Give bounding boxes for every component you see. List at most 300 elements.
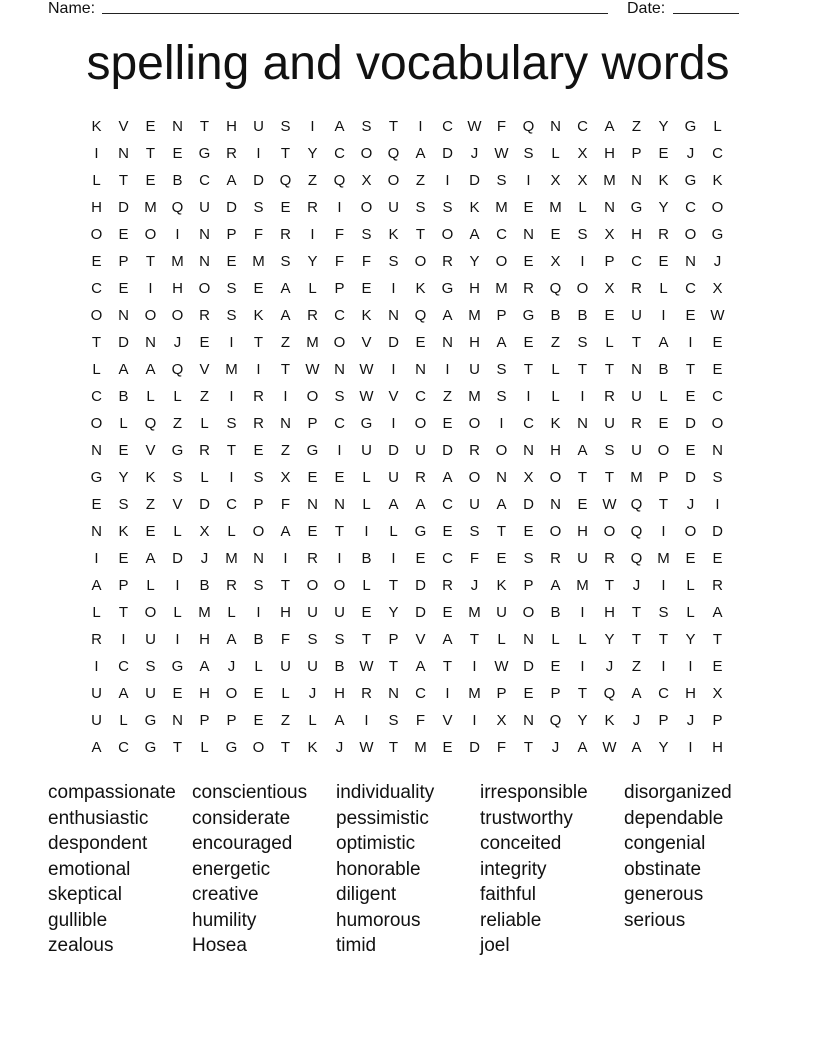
grid-letter: T bbox=[118, 604, 129, 621]
grid-letter: O bbox=[711, 415, 724, 432]
grid-letter: N bbox=[91, 442, 102, 459]
grid-letter: P bbox=[631, 145, 642, 162]
grid-letter: I bbox=[688, 658, 693, 675]
grid-letter: J bbox=[335, 739, 344, 756]
grid-letter: K bbox=[91, 118, 102, 135]
grid-letter: N bbox=[118, 145, 129, 162]
grid-letter: H bbox=[334, 685, 345, 702]
grid-letter: U bbox=[91, 712, 102, 729]
grid-letter: I bbox=[499, 415, 504, 432]
word-column bbox=[480, 780, 624, 959]
grid-letter: I bbox=[661, 658, 666, 675]
word-list-item: trustworthy bbox=[480, 807, 573, 829]
word-list-item: joel bbox=[480, 935, 510, 956]
grid-letter: U bbox=[496, 604, 507, 621]
grid-letter: H bbox=[712, 739, 723, 756]
grid-letter: I bbox=[283, 550, 288, 567]
date-label: Date: bbox=[627, 0, 666, 17]
grid-letter: H bbox=[226, 118, 237, 135]
grid-letter: V bbox=[388, 388, 399, 405]
grid-letter: Y bbox=[658, 118, 669, 135]
grid-letter: I bbox=[472, 712, 477, 729]
grid-letter: U bbox=[604, 415, 615, 432]
grid-letter: T bbox=[604, 577, 615, 594]
grid-letter: U bbox=[415, 442, 426, 459]
grid-letter: D bbox=[253, 172, 264, 189]
grid-letter: K bbox=[712, 172, 723, 189]
grid-letter: G bbox=[522, 307, 535, 324]
grid-letter: R bbox=[307, 550, 318, 567]
grid-letter: I bbox=[526, 388, 531, 405]
grid-letter: N bbox=[712, 442, 723, 459]
word-list-item: disorganized bbox=[624, 782, 732, 803]
word-list-item: gullible bbox=[48, 909, 108, 931]
grid-letter: T bbox=[280, 145, 291, 162]
grid-letter: Z bbox=[199, 388, 210, 405]
grid-letter: Q bbox=[549, 712, 562, 729]
grid-letter: T bbox=[577, 685, 588, 702]
grid-letter: S bbox=[118, 496, 129, 513]
grid-letter: N bbox=[388, 307, 399, 324]
grid-letter: T bbox=[226, 442, 237, 459]
grid-letter: Y bbox=[118, 469, 129, 486]
grid-letter: L bbox=[119, 415, 128, 432]
grid-letter: A bbox=[118, 361, 129, 378]
grid-letter: A bbox=[712, 604, 723, 621]
word-list-item: encouraged bbox=[192, 833, 293, 854]
grid-letter: A bbox=[199, 658, 210, 675]
grid-letter: E bbox=[712, 550, 723, 567]
grid-letter: I bbox=[391, 361, 396, 378]
grid-letter: M bbox=[252, 253, 265, 270]
grid-letter: N bbox=[604, 199, 615, 216]
grid-letter: S bbox=[334, 388, 345, 405]
grid-letter: C bbox=[712, 388, 723, 405]
grid-letter: D bbox=[172, 550, 183, 567]
grid-letter: T bbox=[334, 523, 345, 540]
grid-letter: U bbox=[334, 604, 345, 621]
grid-letter: Y bbox=[604, 631, 615, 648]
grid-letter: S bbox=[469, 523, 480, 540]
grid-letter: Z bbox=[307, 172, 318, 189]
grid-letter: S bbox=[361, 118, 372, 135]
grid-letter: E bbox=[415, 334, 426, 351]
word-list-item: humorous bbox=[336, 909, 421, 931]
word-list-item: emotional bbox=[48, 858, 131, 880]
grid-letter: J bbox=[227, 658, 236, 675]
grid-letter: T bbox=[172, 739, 183, 756]
grid-letter: E bbox=[118, 226, 129, 243]
grid-letter: I bbox=[364, 523, 369, 540]
grid-letter: A bbox=[631, 739, 642, 756]
grid-letter: M bbox=[468, 604, 481, 621]
word-list-item: generous bbox=[624, 884, 704, 905]
grid-letter: R bbox=[631, 280, 642, 297]
grid-letter: G bbox=[144, 739, 157, 756]
grid-letter: R bbox=[226, 145, 237, 162]
grid-letter: O bbox=[468, 469, 481, 486]
grid-letter: R bbox=[226, 577, 237, 594]
grid-letter: K bbox=[469, 199, 480, 216]
grid-letter: G bbox=[225, 739, 238, 756]
word-list-item: conscientious bbox=[192, 782, 308, 803]
grid-letter: O bbox=[90, 226, 103, 243]
grid-letter: X bbox=[712, 685, 723, 702]
grid-letter: Q bbox=[279, 172, 292, 189]
grid-letter: M bbox=[468, 307, 481, 324]
name-blank-line bbox=[102, 13, 608, 14]
grid-letter: I bbox=[391, 280, 396, 297]
grid-letter: N bbox=[307, 496, 318, 513]
grid-letter: I bbox=[715, 496, 720, 513]
grid-letter: P bbox=[226, 712, 237, 729]
grid-letter: O bbox=[576, 280, 589, 297]
grid-letter: W bbox=[305, 361, 320, 378]
grid-letter: E bbox=[172, 145, 183, 162]
grid-letter: A bbox=[280, 307, 291, 324]
grid-letter: N bbox=[253, 550, 264, 567]
grid-letter: V bbox=[415, 631, 426, 648]
grid-letter: O bbox=[711, 199, 724, 216]
grid-letter: L bbox=[551, 361, 560, 378]
grid-letter: G bbox=[684, 118, 697, 135]
grid-letter: I bbox=[580, 658, 585, 675]
grid-letter: O bbox=[495, 442, 508, 459]
grid-letter: L bbox=[173, 523, 182, 540]
grid-letter: A bbox=[118, 685, 129, 702]
grid-letter: S bbox=[658, 604, 669, 621]
grid-letter: I bbox=[580, 604, 585, 621]
grid-letter: S bbox=[307, 631, 318, 648]
grid-letter: P bbox=[199, 712, 210, 729]
grid-letter: O bbox=[333, 334, 346, 351]
grid-letter: S bbox=[334, 631, 345, 648]
grid-letter: N bbox=[631, 172, 642, 189]
grid-letter: A bbox=[145, 361, 156, 378]
word-list-item: congenial bbox=[624, 833, 706, 854]
word-list-item: creative bbox=[192, 884, 259, 905]
grid-letter: Y bbox=[469, 253, 480, 270]
grid-letter: L bbox=[389, 523, 398, 540]
grid-letter: C bbox=[91, 388, 102, 405]
grid-letter: F bbox=[280, 496, 291, 513]
grid-letter: W bbox=[359, 361, 374, 378]
grid-letter: W bbox=[602, 496, 617, 513]
grid-letter: O bbox=[252, 523, 265, 540]
grid-letter: J bbox=[200, 550, 209, 567]
grid-letter: I bbox=[94, 550, 99, 567]
grid-letter: P bbox=[550, 685, 561, 702]
grid-letter: T bbox=[388, 658, 399, 675]
grid-letter: A bbox=[442, 631, 453, 648]
grid-letter: T bbox=[145, 145, 156, 162]
grid-letter: I bbox=[310, 118, 315, 135]
grid-letter: E bbox=[145, 523, 156, 540]
grid-letter: I bbox=[526, 172, 531, 189]
grid-letter: V bbox=[172, 496, 183, 513]
grid-letter: H bbox=[469, 280, 480, 297]
grid-letter: J bbox=[470, 577, 479, 594]
grid-letter: R bbox=[550, 550, 561, 567]
grid-letter: A bbox=[145, 550, 156, 567]
grid-letter: N bbox=[496, 469, 507, 486]
grid-letter: L bbox=[659, 388, 668, 405]
grid-letter: L bbox=[551, 145, 560, 162]
word-list-item: integrity bbox=[480, 858, 547, 880]
grid-letter: U bbox=[199, 199, 210, 216]
grid-letter: H bbox=[199, 631, 210, 648]
grid-letter: C bbox=[91, 280, 102, 297]
grid-letter: D bbox=[523, 658, 534, 675]
grid-letter: T bbox=[388, 577, 399, 594]
grid-letter: Y bbox=[307, 253, 318, 270]
grid-letter: D bbox=[388, 442, 399, 459]
grid-letter: A bbox=[496, 334, 507, 351]
grid-letter: L bbox=[146, 577, 155, 594]
grid-letter: T bbox=[415, 226, 426, 243]
grid-letter: O bbox=[495, 253, 508, 270]
grid-letter: X bbox=[550, 253, 561, 270]
word-column bbox=[48, 780, 192, 959]
grid-letter: E bbox=[604, 307, 615, 324]
grid-letter: L bbox=[659, 280, 668, 297]
letter-grid bbox=[83, 113, 731, 761]
grid-letter: L bbox=[362, 496, 371, 513]
grid-letter: M bbox=[576, 577, 589, 594]
grid-letter: Q bbox=[522, 118, 535, 135]
grid-letter: T bbox=[631, 604, 642, 621]
grid-letter: S bbox=[253, 199, 264, 216]
grid-letter: I bbox=[94, 658, 99, 675]
grid-letter: O bbox=[360, 199, 373, 216]
grid-letter: G bbox=[198, 145, 211, 162]
grid-letter: I bbox=[229, 469, 234, 486]
grid-letter: L bbox=[227, 604, 236, 621]
grid-letter: M bbox=[468, 685, 481, 702]
grid-letter: O bbox=[144, 307, 157, 324]
grid-letter: P bbox=[496, 307, 507, 324]
grid-letter: F bbox=[334, 253, 345, 270]
grid-letter: O bbox=[144, 604, 157, 621]
grid-letter: O bbox=[90, 307, 103, 324]
grid-letter: S bbox=[280, 118, 291, 135]
grid-letter: M bbox=[414, 739, 427, 756]
grid-letter: B bbox=[577, 307, 588, 324]
grid-letter: S bbox=[523, 550, 534, 567]
grid-letter: N bbox=[685, 253, 696, 270]
grid-letter: C bbox=[226, 496, 237, 513]
grid-letter: N bbox=[523, 226, 534, 243]
grid-letter: X bbox=[577, 145, 588, 162]
grid-letter: I bbox=[256, 604, 261, 621]
grid-letter: E bbox=[523, 253, 534, 270]
grid-letter: T bbox=[91, 334, 102, 351]
grid-letter: E bbox=[307, 469, 318, 486]
grid-letter: D bbox=[469, 739, 480, 756]
grid-letter: T bbox=[280, 361, 291, 378]
grid-letter: O bbox=[90, 415, 103, 432]
grid-letter: C bbox=[199, 172, 210, 189]
grid-letter: E bbox=[361, 280, 372, 297]
grid-letter: Q bbox=[171, 199, 184, 216]
grid-letter: C bbox=[712, 145, 723, 162]
grid-letter: O bbox=[144, 226, 157, 243]
grid-letter: X bbox=[199, 523, 210, 540]
grid-letter: X bbox=[523, 469, 534, 486]
grid-letter: U bbox=[388, 469, 399, 486]
grid-letter: U bbox=[469, 496, 480, 513]
grid-letter: N bbox=[523, 631, 534, 648]
grid-letter: U bbox=[361, 442, 372, 459]
grid-letter: G bbox=[684, 172, 697, 189]
grid-letter: S bbox=[415, 199, 426, 216]
grid-letter: T bbox=[658, 631, 669, 648]
grid-letter: E bbox=[280, 199, 291, 216]
grid-letter: P bbox=[226, 226, 237, 243]
word-list-item: obstinate bbox=[624, 858, 702, 880]
grid-letter: E bbox=[253, 442, 264, 459]
word-list bbox=[48, 780, 768, 959]
grid-letter: T bbox=[145, 253, 156, 270]
grid-letter: N bbox=[631, 361, 642, 378]
grid-letter: A bbox=[91, 577, 102, 594]
grid-letter: D bbox=[712, 523, 723, 540]
word-list-item: considerate bbox=[192, 807, 291, 829]
grid-letter: X bbox=[361, 172, 372, 189]
grid-letter: X bbox=[577, 172, 588, 189]
grid-letter: N bbox=[334, 361, 345, 378]
grid-letter: I bbox=[661, 577, 666, 594]
grid-letter: B bbox=[550, 604, 561, 621]
grid-letter: I bbox=[661, 307, 666, 324]
word-list-item: Hosea bbox=[192, 935, 247, 956]
word-list-item: irresponsible bbox=[480, 782, 588, 803]
grid-letter: S bbox=[577, 334, 588, 351]
grid-letter: E bbox=[685, 388, 696, 405]
grid-letter: G bbox=[90, 469, 103, 486]
grid-letter: H bbox=[604, 145, 615, 162]
grid-letter: H bbox=[604, 604, 615, 621]
grid-letter: A bbox=[631, 685, 642, 702]
grid-letter: A bbox=[280, 523, 291, 540]
grid-letter: C bbox=[415, 685, 426, 702]
grid-letter: X bbox=[550, 172, 561, 189]
grid-letter: T bbox=[631, 631, 642, 648]
grid-letter: R bbox=[415, 469, 426, 486]
grid-letter: I bbox=[364, 712, 369, 729]
grid-letter: O bbox=[603, 523, 616, 540]
grid-letter: D bbox=[118, 199, 129, 216]
grid-letter: P bbox=[118, 253, 129, 270]
grid-letter: N bbox=[523, 712, 534, 729]
grid-letter: I bbox=[445, 361, 450, 378]
grid-letter: L bbox=[92, 172, 101, 189]
grid-letter: J bbox=[551, 739, 560, 756]
grid-letter: C bbox=[685, 199, 696, 216]
grid-letter: K bbox=[307, 739, 318, 756]
word-list-item: diligent bbox=[336, 884, 397, 905]
grid-letter: T bbox=[577, 469, 588, 486]
grid-letter: A bbox=[415, 145, 426, 162]
grid-letter: A bbox=[334, 118, 345, 135]
grid-letter: E bbox=[253, 712, 264, 729]
grid-letter: I bbox=[688, 334, 693, 351]
grid-letter: N bbox=[523, 442, 534, 459]
grid-letter: K bbox=[145, 469, 156, 486]
grid-letter: T bbox=[712, 631, 723, 648]
grid-letter: D bbox=[415, 577, 426, 594]
grid-letter: O bbox=[306, 388, 319, 405]
grid-letter: R bbox=[253, 388, 264, 405]
grid-letter: T bbox=[388, 739, 399, 756]
grid-letter: L bbox=[281, 685, 290, 702]
grid-letter: W bbox=[359, 739, 374, 756]
grid-letter: J bbox=[686, 496, 695, 513]
grid-letter: C bbox=[442, 496, 453, 513]
grid-letter: O bbox=[198, 280, 211, 297]
grid-letter: I bbox=[256, 145, 261, 162]
grid-letter: E bbox=[523, 334, 534, 351]
grid-letter: A bbox=[415, 658, 426, 675]
grid-letter: O bbox=[252, 739, 265, 756]
grid-letter: E bbox=[712, 658, 723, 675]
grid-letter: L bbox=[254, 658, 263, 675]
grid-letter: L bbox=[551, 631, 560, 648]
grid-letter: G bbox=[630, 199, 643, 216]
grid-letter: I bbox=[391, 550, 396, 567]
grid-letter: Y bbox=[658, 739, 669, 756]
grid-letter: L bbox=[497, 631, 506, 648]
grid-letter: W bbox=[602, 739, 617, 756]
grid-letter: R bbox=[280, 226, 291, 243]
grid-letter: W bbox=[494, 658, 509, 675]
grid-letter: E bbox=[118, 550, 129, 567]
grid-letter: L bbox=[578, 631, 587, 648]
grid-letter: C bbox=[658, 685, 669, 702]
grid-letter: Z bbox=[280, 442, 291, 459]
grid-letter: P bbox=[523, 577, 534, 594]
grid-letter: X bbox=[496, 712, 507, 729]
grid-letter: A bbox=[577, 442, 588, 459]
grid-letter: P bbox=[496, 685, 507, 702]
grid-letter: E bbox=[118, 280, 129, 297]
grid-letter: H bbox=[172, 280, 183, 297]
grid-letter: X bbox=[604, 280, 615, 297]
grid-letter: I bbox=[445, 172, 450, 189]
grid-letter: M bbox=[657, 550, 670, 567]
grid-letter: Z bbox=[280, 712, 291, 729]
grid-letter: Z bbox=[172, 415, 183, 432]
grid-letter: M bbox=[603, 172, 616, 189]
grid-letter: Z bbox=[442, 388, 453, 405]
word-list-item: reliable bbox=[480, 909, 542, 931]
word-list-item: conceited bbox=[480, 833, 562, 854]
grid-letter: L bbox=[146, 388, 155, 405]
grid-letter: F bbox=[253, 226, 264, 243]
grid-letter: P bbox=[334, 280, 345, 297]
grid-letter: I bbox=[337, 550, 342, 567]
grid-letter: E bbox=[523, 199, 534, 216]
grid-letter: H bbox=[469, 334, 480, 351]
grid-letter: U bbox=[631, 388, 642, 405]
grid-letter: A bbox=[280, 280, 291, 297]
grid-letter: V bbox=[361, 334, 372, 351]
grid-letter: J bbox=[605, 658, 614, 675]
grid-letter: M bbox=[225, 550, 238, 567]
grid-letter: N bbox=[334, 496, 345, 513]
grid-letter: O bbox=[171, 307, 184, 324]
grid-letter: N bbox=[415, 361, 426, 378]
